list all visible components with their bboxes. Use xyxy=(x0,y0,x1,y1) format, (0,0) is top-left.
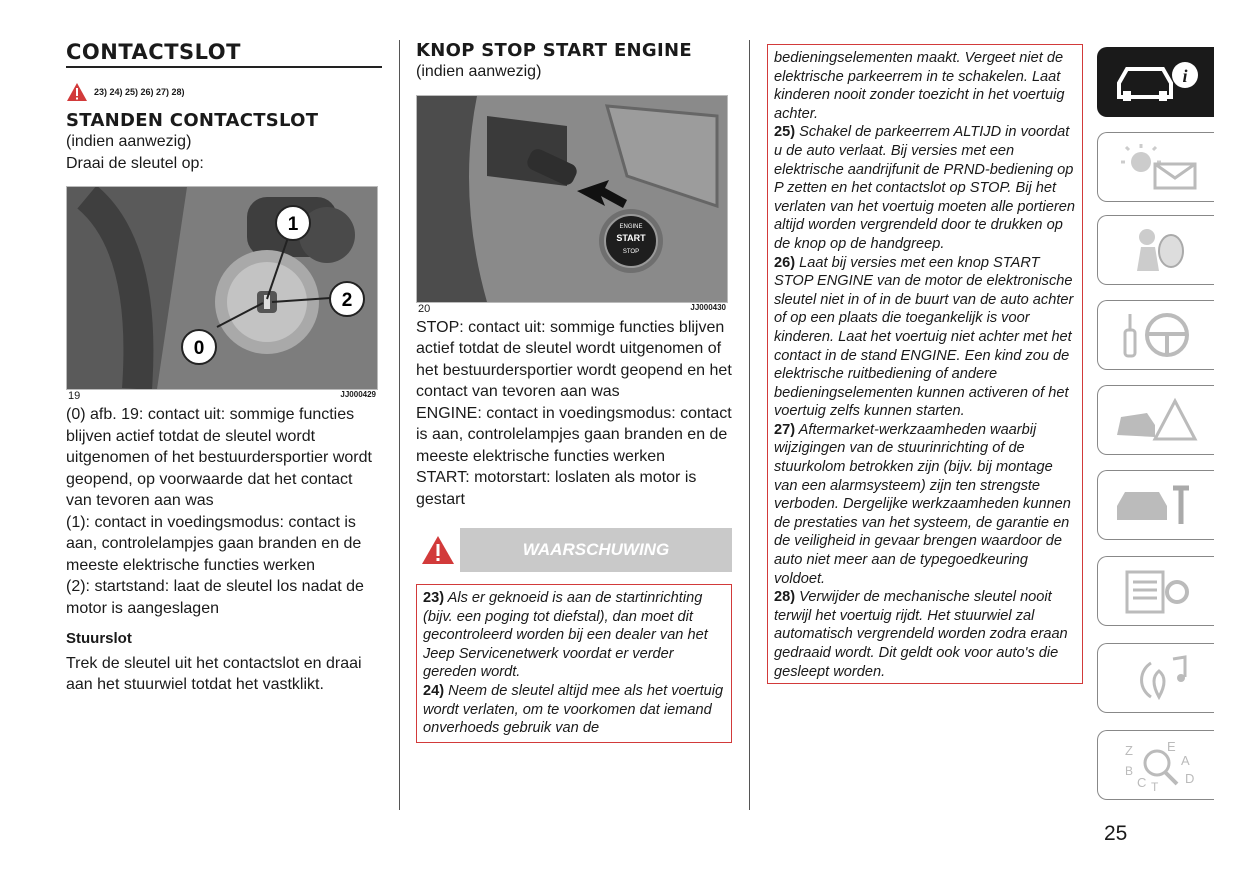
button-label-engine: ENGINE xyxy=(619,223,643,230)
lights-message-icon xyxy=(1111,142,1201,192)
warning-triangle-icon xyxy=(420,534,456,566)
steering-lock-title: Stuurslot xyxy=(66,630,132,647)
svg-text:i: i xyxy=(1182,66,1188,86)
figure-number: 19 xyxy=(68,390,81,402)
technical-data-icon xyxy=(1111,566,1201,616)
callout-1: 1 xyxy=(287,214,299,235)
warning-reference-numbers: 23) 24) 25) 26) 27) 28) xyxy=(94,87,185,97)
button-label-stop: STOP xyxy=(622,248,640,255)
button-label-start: START xyxy=(616,232,646,243)
warning-references xyxy=(66,82,382,102)
column-warnings-continued xyxy=(767,44,1083,684)
warning-24-continued: bedieningselementen maakt. Vergeet niet de elektrische parkeerrem in te schakelen. Laat kinderen nooit zonder toezicht in het voertuig achter. xyxy=(774,50,1065,122)
position-0-text: (0) afb. 19: contact uit: sommige functies blijven actief totdat de sleutel wordt uitgenomen of het bestuurdersportier wordt geopend, op voorwaarde dat het contact van tevoren aan was xyxy=(66,406,372,509)
car-info-icon xyxy=(1111,57,1201,107)
index-letter-t: T xyxy=(1151,780,1159,793)
warning-23: 23) Als er geknoeid is aan de startinrichting (bijv. een poging tot diefstal), dan moet dit gecontroleerd worden bij een dealer van het Jeep Servicenetwerk voordat er verder gereden wordt. xyxy=(423,590,708,681)
tab-car-info[interactable] xyxy=(1097,47,1214,117)
warning-box-continued xyxy=(767,44,1083,684)
position-2-text: (2): startstand: laat de sleutel los nadat de motor is aangeslagen xyxy=(66,578,364,617)
index-letter-a: A xyxy=(1181,753,1190,768)
warning-label: WAARSCHUWING xyxy=(522,540,670,559)
warning-28: 28) Verwijder de mechanische sleutel nooit terwijl het voertuig rijdt. Het stuurwiel zal automatisch vergrendeld worden zodra eraan gedraaid wordt. Dit geldt ook voor auto's die gesleept worden. xyxy=(774,589,1068,680)
availability-note-2: (indien aanwezig) xyxy=(416,63,542,80)
warning-26: 26) Laat bij versies met een knop START STOP ENGINE van de motor de elektronische sleutel niet in of in de buurt van de auto achter of op een plaats die toegankelijk is voor kinderen. Laat het voertuig niet achter met het contact in de stand ENGINE. Een kind zou de elektrische ruitbediening of andere bedieningselementen kunnen activeren of het voertuig zelfs kunnen starten. xyxy=(774,254,1074,420)
callout-2: 2 xyxy=(341,290,353,311)
section-title-stop-start: KNOP STOP START ENGINE xyxy=(416,40,692,61)
steering-lock-text: Trek de sleutel uit het contactslot en draai aan het stuurwiel totdat het vastklikt. xyxy=(66,654,362,693)
tab-index[interactable] xyxy=(1097,730,1214,800)
index-letter-z: Z xyxy=(1125,743,1133,758)
callout-0: 0 xyxy=(193,338,205,359)
tab-multimedia[interactable] xyxy=(1097,643,1214,713)
start-button-illustration xyxy=(417,96,727,302)
index-letter-c: C xyxy=(1137,775,1147,790)
availability-note: (indien aanwezig) xyxy=(66,133,192,150)
warning-triangle-icon xyxy=(66,82,88,102)
ignition-switch-illustration xyxy=(67,187,377,389)
start-text: START: motorstart: loslaten als motor is gestart xyxy=(416,469,697,508)
index-letter-b: B xyxy=(1125,764,1134,778)
tab-safety[interactable] xyxy=(1097,215,1214,285)
figure-start-button xyxy=(416,95,728,303)
tab-emergency[interactable] xyxy=(1097,385,1214,455)
warning-header xyxy=(416,528,732,572)
figure-caption xyxy=(66,390,378,404)
figure-code: JJ000429 xyxy=(340,390,376,399)
tab-technical-data[interactable] xyxy=(1097,556,1214,626)
safety-airbag-icon xyxy=(1111,225,1201,275)
multimedia-icon xyxy=(1111,653,1201,703)
index-letter-e: E xyxy=(1167,739,1176,754)
car-service-icon xyxy=(1111,480,1201,530)
figure-ignition-switch xyxy=(66,186,378,390)
intro-text: Draai de sleutel op: xyxy=(66,154,204,172)
column-stop-start xyxy=(416,40,732,743)
column-divider xyxy=(749,40,750,810)
subtitle-standen-contactslot: STANDEN CONTACTSLOT xyxy=(66,110,319,131)
key-steering-wheel-icon xyxy=(1111,310,1201,360)
warning-27: 27) Aftermarket-werkzaamheden waarbij wijzigingen van de stuurinrichting of de stuurkolom betrokken zijn (bijv. bij montage van een alarmsysteem) zijn ten strengste verboden. Dergelijke werkzaamheden kunnen de prestaties van het systeem, de garantie en de veiligheid in gevaar brengen waardoor de auto niet meer aan de typegoedkeuring voldoet. xyxy=(774,421,1071,587)
warning-triangle-car-icon xyxy=(1111,395,1201,445)
column-divider xyxy=(399,40,400,810)
column-contactslot xyxy=(66,40,382,696)
tab-lights-message[interactable] xyxy=(1097,132,1214,202)
stop-text: STOP: contact uit: sommige functies blijven actief totdat de sleutel wordt uitgenomen of het bestuurdersportier wordt geopend en het contact van tevoren aan was xyxy=(416,318,732,400)
alphabetical-index-icon xyxy=(1111,737,1201,793)
figure-number-2: 20 xyxy=(418,302,431,315)
index-letter-d: D xyxy=(1185,771,1195,786)
position-1-text: (1): contact in voedingsmodus: contact is aan, controlelampjes gaan branden en de meeste elektrische functies werken xyxy=(66,513,362,574)
figure-code-2: JJ000430 xyxy=(690,302,726,312)
tab-key-steering[interactable] xyxy=(1097,300,1214,370)
engine-text: ENGINE: contact in voedingsmodus: contact is aan, controlelampjes gaan branden en de meeste elektrische functies werken xyxy=(416,404,732,465)
section-title-contactslot: CONTACTSLOT xyxy=(66,40,382,68)
warning-24: 24) Neem de sleutel altijd mee als het voertuig wordt verlaten, om te voorkomen dat iemand onverhoeds gebruik van de xyxy=(423,682,724,737)
warning-25: 25) Schakel de parkeerrem ALTIJD in voordat u de auto verlaat. Bij versies met een elektrische aandrijfunit de PRND-bediening op P zetten en het contactslot op STOP. Bij het verlaten van het voertuig moeten alle portieren altijd worden vergrendeld door te drukken op de knop op de handgreep. xyxy=(774,124,1075,252)
warning-box xyxy=(416,584,732,743)
figure-caption-2 xyxy=(416,303,728,317)
page-number: 25 xyxy=(1104,822,1128,845)
tab-service[interactable] xyxy=(1097,470,1214,540)
